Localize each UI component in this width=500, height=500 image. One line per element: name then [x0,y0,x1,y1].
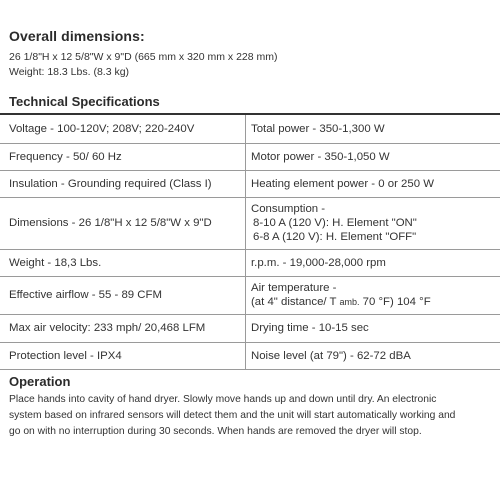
air-temperature-result: 70 °F) 104 °F [359,296,431,308]
air-temperature-value [251,295,500,309]
spec-drying-time: Drying time - 10-15 sec [251,322,369,334]
air-temperature-label: Air temperature - [251,282,337,294]
overall-dimensions-weight: Weight: 18.3 Lbs. (8.3 kg) [9,66,130,78]
specifications-table [0,115,500,370]
operation-line: go on with no interruption during 30 seconds. When hands are removed the dryer will stop. [9,426,422,437]
table-row [0,314,500,342]
air-temperature-distance: (at 4" distance/ T [251,296,337,308]
operation-line: system based on infrared sensors will detect them and the unit will start automatically working and [9,410,456,421]
spec-weight: Weight - 18,3 Lbs. [0,249,246,276]
spec-air-temperature [246,276,500,314]
table-row [0,249,500,276]
spec-dimensions: Dimensions - 26 1/8"H x 12 5/8"W x 9"D [0,197,246,249]
spec-total-power: Total power - 350-1,300 W [251,122,385,135]
spec-noise-level: Noise level (at 79") - 62-72 dBA [251,349,411,362]
table-row [0,197,500,249]
operation-heading: Operation [9,374,71,389]
spec-heating-element-power: Heating element power - 0 or 250 W [251,177,434,190]
consumption-label: Consumption - [251,203,326,215]
table-row [0,143,500,170]
technical-specifications-heading: Technical Specifications [9,94,160,109]
consumption-on: 8-10 A (120 V): H. Element "ON" [253,217,417,229]
operation-line: Place hands into cavity of hand dryer. Slowly move hands up and down until dry. An electronic [9,394,437,405]
spec-rpm: r.p.m. - 19,000-28,000 rpm [251,256,386,269]
spec-insulation: Insulation - Grounding required (Class I) [0,170,246,197]
overall-dimensions-heading: Overall dimensions: [9,28,145,44]
table-row [0,276,500,314]
spec-motor-power: Motor power - 350-1,050 W [251,150,390,163]
operation-text [9,392,495,440]
air-temperature-amb: amb. [339,297,360,307]
spec-protection-level: Protection level - IPX4 [0,342,246,369]
spec-max-air-velocity: Max air velocity: 233 mph/ 20,468 LFM [0,314,246,342]
spec-voltage: Voltage - 100-120V; 208V; 220-240V [0,115,246,143]
table-row [0,342,500,369]
consumption-off: 6-8 A (120 V): H. Element "OFF" [253,231,417,243]
overall-dimensions-size: 26 1/8"H x 12 5/8"W x 9"D (665 mm x 320 mm x 228 mm) [9,51,278,63]
spec-effective-airflow: Effective airflow - 55 - 89 CFM [0,276,246,314]
table-row [0,170,500,197]
spec-consumption [246,197,500,249]
spec-frequency: Frequency - 50/ 60 Hz [0,143,246,170]
table-row [0,115,500,143]
